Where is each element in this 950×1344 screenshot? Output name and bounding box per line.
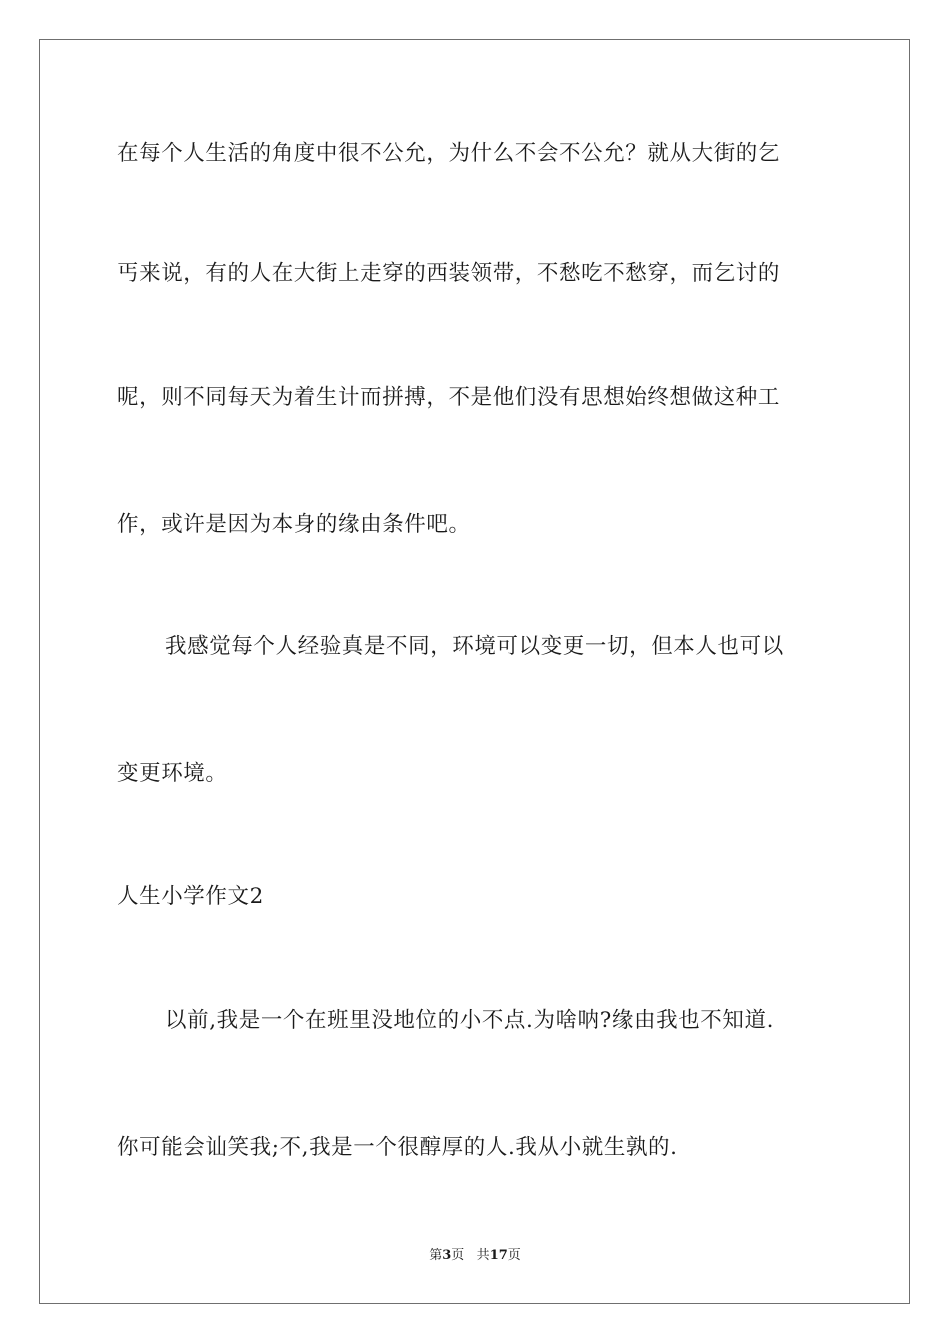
page-suffix: 页 [451, 1248, 465, 1263]
page-border [39, 39, 910, 1304]
paragraph-line-7: 以前,我是一个在班里没地位的小不点.为啥呐?缘由我也不知道. [165, 1008, 775, 1033]
paragraph-line-2: 丐来说，有的人在大街上走穿的西装领带，不愁吃不愁穿，而乞讨的 [117, 261, 781, 286]
paragraph-line-8: 你可能会讪笑我;不,我是一个很醇厚的人.我从小就生孰的. [117, 1135, 678, 1160]
total-suffix: 页 [507, 1248, 521, 1263]
section-heading: 人生小学作文2 [117, 884, 264, 909]
paragraph-line-3: 呢，则不同每天为着生计而拼搏，不是他们没有思想始终想做这种工 [117, 385, 781, 410]
total-pages: 17 [489, 1248, 508, 1263]
page-number: 3 [442, 1248, 452, 1263]
paragraph-line-1: 在每个人生活的角度中很不公允，为什么不会不公允？就从大街的乞 [117, 141, 781, 166]
paragraph-line-4: 作，或许是因为本身的缘由条件吧。 [117, 512, 471, 537]
page-footer [0, 1247, 950, 1265]
page-prefix: 第 [429, 1248, 443, 1263]
total-prefix: 共 [476, 1248, 490, 1263]
paragraph-line-6: 变更环境。 [117, 761, 228, 786]
paragraph-line-5: 我感觉每个人经验真是不同，环境可以变更一切，但本人也可以 [165, 634, 784, 659]
